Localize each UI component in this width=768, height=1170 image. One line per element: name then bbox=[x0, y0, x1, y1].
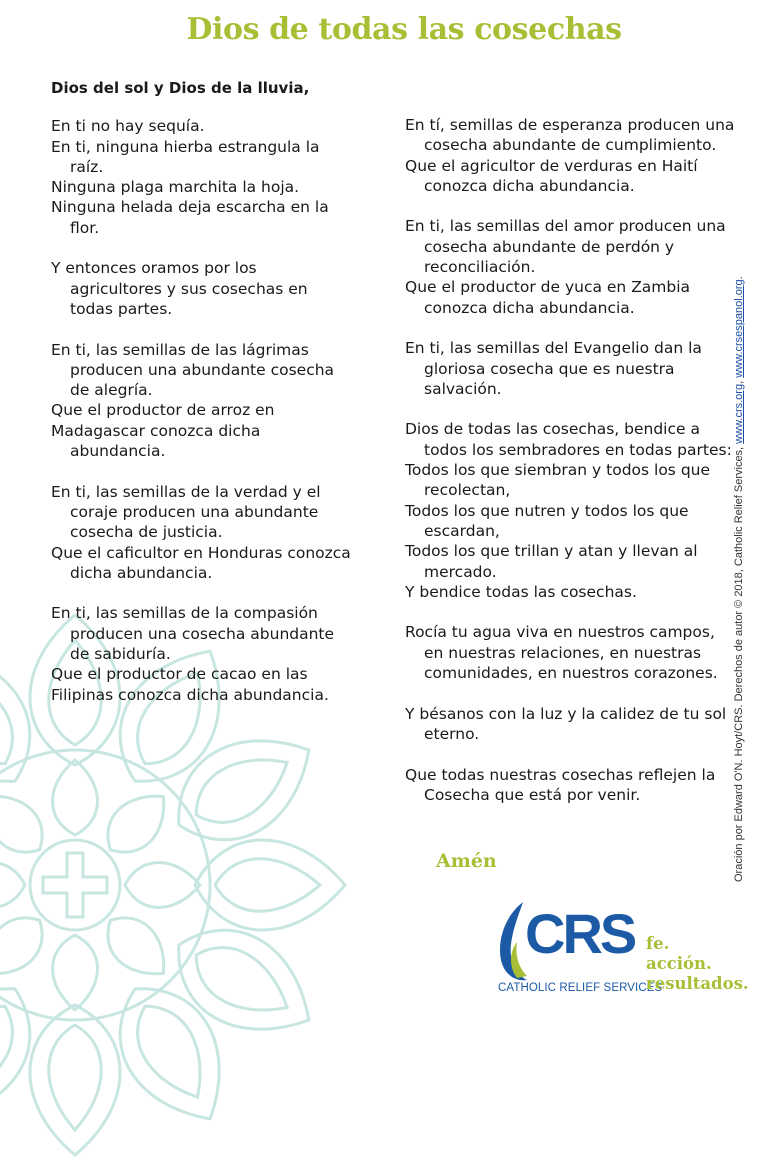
verse-line: En ti, las semillas de la compasión producen una cosecha abundante de sabiduría. bbox=[51, 604, 335, 664]
stanza bbox=[51, 258, 351, 319]
stanza bbox=[51, 340, 351, 462]
verse-line: Todos los que trillan y atan y llevan al mercado. bbox=[405, 542, 698, 581]
stanza bbox=[51, 116, 351, 238]
verse-line: Que todas nuestras cosechas reflejen la Cosecha que está por venir. bbox=[405, 765, 716, 804]
verse-line: Y entonces oramos por los agricultores y sus cosechas en todas partes. bbox=[51, 259, 308, 318]
stanza bbox=[405, 115, 735, 196]
verse-line: Filipinas conozca dicha abundancia. bbox=[51, 685, 329, 704]
verse-line: En ti, las semillas de las lágrimas producen una abundante cosecha de alegría. bbox=[51, 340, 335, 400]
credit-separator: , bbox=[733, 380, 745, 384]
stanza bbox=[51, 482, 351, 583]
stanza bbox=[405, 419, 735, 602]
verse-line: En ti no hay sequía. bbox=[51, 117, 205, 136]
page-title: Dios de todas las cosechas bbox=[186, 12, 622, 47]
crs-org-link[interactable]: www.crs.org bbox=[733, 383, 745, 444]
amen-closing: Amén bbox=[436, 850, 497, 872]
stanza bbox=[405, 216, 735, 317]
crs-logo-name: CRS bbox=[525, 902, 635, 965]
prayer-column-left bbox=[51, 78, 351, 725]
credit-text: Oración por Edward O'N. Hoyt/CRS. Derechos de autor © 2018, Catholic Relief Services, bbox=[733, 446, 745, 882]
verse-line: Madagascar conozca dicha abundancia. bbox=[51, 421, 261, 461]
verse-line: Y bésanos con la luz y la calidez de tu sol eterno. bbox=[405, 704, 727, 743]
verse-line: En ti, ninguna hierba estrangula la raíz. bbox=[51, 137, 320, 176]
copyright-credit bbox=[733, 276, 745, 882]
verse-line: Que el productor de cacao en las bbox=[51, 665, 308, 684]
verse-line: Dios de todas las cosechas, bendice a todos los sembradores en todas partes: bbox=[405, 420, 732, 459]
verse-line: En ti, las semillas de la verdad y el coraje producen una abundante cosecha de justicia. bbox=[51, 482, 321, 542]
prayer-column-right bbox=[405, 115, 735, 825]
stanza bbox=[405, 704, 735, 745]
verse-line: Y bendice todas las cosechas. bbox=[405, 582, 637, 601]
verse-line: Que el productor de arroz en bbox=[51, 401, 275, 420]
stanza bbox=[405, 765, 735, 806]
stanza bbox=[405, 622, 735, 683]
crs-tagline bbox=[646, 934, 749, 994]
tagline-fe: fe. bbox=[646, 934, 670, 953]
verse-line: Rocía tu agua viva en nuestros campos, en nuestras relaciones, en nuestras comunidades, en nuestros corazones. bbox=[405, 623, 718, 683]
verse-line: Que el productor de yuca en Zambia conozca dicha abundancia. bbox=[405, 278, 691, 317]
credit-end: . bbox=[733, 276, 745, 280]
verse-line: En tí, semillas de esperanza producen una cosecha abundante de cumplimiento. bbox=[405, 116, 735, 155]
verse-line: En ti, las semillas del amor producen una cosecha abundante de perdón y reconciliación. bbox=[405, 217, 726, 277]
tagline-accion: acción. bbox=[646, 954, 712, 973]
verse-line: Que el caficultor en Honduras conozca dicha abundancia. bbox=[51, 543, 351, 582]
verse-line: Ninguna helada deja escarcha en la flor. bbox=[51, 198, 329, 237]
crsespanol-link[interactable]: www.crsespanol.org bbox=[733, 279, 745, 378]
crs-logo-subtitle: CATHOLIC RELIEF SERVICES bbox=[498, 982, 663, 994]
verse-line: Que el agricultor de verduras en Haití conozca dicha abundancia. bbox=[405, 156, 698, 195]
prayer-heading: Dios del sol y Dios de la lluvia, bbox=[51, 79, 310, 97]
verse-line: En ti, las semillas del Evangelio dan la gloriosa cosecha que es nuestra salvación. bbox=[405, 339, 702, 398]
crs-logo bbox=[493, 898, 753, 1003]
stanza bbox=[405, 338, 735, 399]
verse-line: Todos los que nutren y todos los que escardan, bbox=[405, 501, 689, 540]
stanza bbox=[51, 603, 351, 704]
tagline-resultados: resultados. bbox=[646, 974, 749, 993]
verse-line: Ninguna plaga marchita la hoja. bbox=[51, 178, 300, 197]
verse-line: Todos los que siembran y todos los que recolectan, bbox=[405, 461, 711, 500]
